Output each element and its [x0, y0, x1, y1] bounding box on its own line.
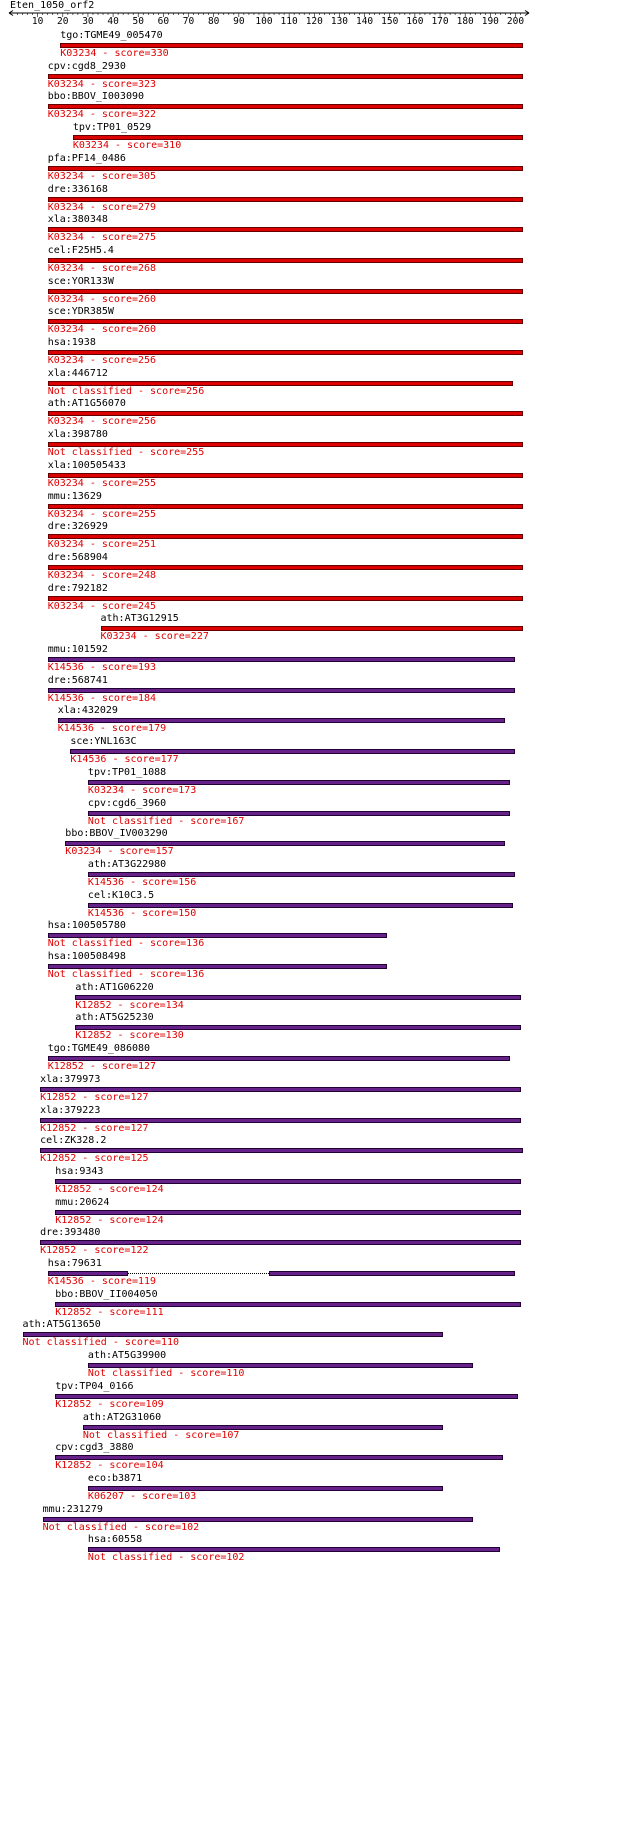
hit-row[interactable]	[0, 91, 620, 122]
hit-score-label[interactable]: K03234 - score=245	[47, 600, 157, 612]
ruler-tick-label: 170	[431, 16, 449, 24]
hit-row[interactable]	[0, 951, 620, 982]
hit-score-label[interactable]: K03234 - score=305	[47, 170, 157, 182]
ruler-tick-label: 190	[481, 16, 499, 24]
hit-row[interactable]	[0, 1534, 620, 1565]
hit-gene-link[interactable]: dre:568904	[47, 551, 108, 563]
ruler-tick-label: 160	[406, 16, 424, 24]
hit-row[interactable]	[0, 1289, 620, 1320]
hit-row[interactable]	[0, 337, 620, 368]
hit-gene-link[interactable]: xla:380348	[47, 214, 108, 226]
hit-row[interactable]	[0, 429, 620, 460]
hit-score-label[interactable]: K03234 - score=260	[47, 293, 157, 305]
hit-row[interactable]	[0, 214, 620, 245]
hit-gene-link[interactable]: sce:YNL163C	[70, 736, 137, 748]
hit-score-label[interactable]: K06207 - score=103	[87, 1490, 197, 1502]
hit-gene-link[interactable]: dre:326929	[47, 521, 108, 533]
hit-row[interactable]	[0, 828, 620, 859]
hit-gene-link[interactable]: mmu:13629	[47, 490, 102, 502]
hit-gene-link[interactable]: hsa:1938	[47, 337, 96, 348]
hit-row[interactable]	[0, 153, 620, 184]
hit-gene-link[interactable]: mmu:20624	[55, 1196, 110, 1208]
hit-score-label[interactable]: K14536 - score=150	[87, 907, 197, 919]
hit-row[interactable]	[0, 276, 620, 307]
hit-row[interactable]	[0, 644, 620, 675]
hit-row[interactable]	[0, 1442, 620, 1473]
hit-score-label[interactable]: Not classified - score=167	[87, 815, 245, 827]
hit-row[interactable]	[0, 61, 620, 92]
hit-score-label[interactable]: K03234 - score=256	[47, 355, 157, 366]
hit-row[interactable]	[0, 1197, 620, 1228]
ruler-tick-label: 10	[31, 16, 44, 24]
hit-score-label[interactable]: K03234 - score=255	[47, 508, 157, 520]
hit-row[interactable]	[0, 552, 620, 583]
hit-gene-link[interactable]: hsa:79631	[47, 1258, 102, 1269]
hit-gene-link[interactable]: hsa:100508498	[47, 951, 126, 962]
hit-score-label[interactable]: K12852 - score=134	[75, 999, 184, 1011]
hit-row[interactable]	[0, 30, 620, 61]
hit-gene-link[interactable]: hsa:9343	[55, 1165, 104, 1177]
hit-row[interactable]	[0, 1412, 620, 1443]
ruler-tick-label: 30	[82, 16, 94, 24]
ruler-tick-label: 60	[157, 16, 170, 24]
hit-row[interactable]	[0, 1381, 620, 1412]
hit-gene-link[interactable]: ath:AT5G13650	[22, 1319, 101, 1331]
hit-score-label[interactable]: Not classified - score=255	[47, 447, 205, 459]
hit-score-label[interactable]: K12852 - score=109	[55, 1398, 164, 1410]
ruler-tick-label: 110	[280, 16, 298, 24]
hit-score-label[interactable]: Not classified - score=102	[87, 1552, 245, 1564]
hit-score-label[interactable]: K03234 - score=248	[47, 569, 157, 581]
hit-score-label[interactable]: K03234 - score=322	[47, 109, 157, 121]
ruler-tick-label: 40	[107, 16, 119, 24]
hit-row[interactable]	[0, 368, 620, 399]
hit-row[interactable]	[0, 1012, 620, 1043]
hit-gene-link[interactable]: xla:100505433	[47, 459, 126, 471]
hit-row[interactable]	[0, 1473, 620, 1504]
hit-row[interactable]	[0, 122, 620, 153]
hit-gene-link[interactable]: dre:568741	[47, 674, 108, 686]
hit-score-label[interactable]: K03234 - score=255	[47, 477, 157, 489]
hit-gene-link[interactable]: ath:AT1G06220	[75, 981, 154, 993]
hit-score-label[interactable]: K12852 - score=127	[47, 1061, 157, 1073]
hit-gap-line	[128, 1273, 269, 1274]
hit-score-label[interactable]: K03234 - score=251	[47, 539, 157, 551]
hit-gene-link[interactable]: xla:446712	[47, 367, 108, 379]
hit-score-label[interactable]: Not classified - score=110	[22, 1337, 180, 1349]
hit-score-label[interactable]: K14536 - score=193	[47, 662, 157, 673]
hit-score-label[interactable]: K12852 - score=130	[75, 1030, 184, 1042]
hit-score-label[interactable]: K12852 - score=125	[40, 1153, 149, 1165]
hit-score-label[interactable]: K03234 - score=173	[87, 784, 197, 796]
hit-gene-link[interactable]: dre:336168	[47, 183, 108, 195]
hit-score-label[interactable]: K14536 - score=179	[57, 723, 167, 735]
hit-gene-link[interactable]: mmu:231279	[42, 1503, 103, 1515]
hit-gene-link[interactable]: hsa:60558	[87, 1534, 143, 1546]
hit-score-label[interactable]: K03234 - score=323	[47, 78, 157, 90]
hit-score-label[interactable]: K12852 - score=127	[40, 1091, 149, 1103]
hit-row[interactable]	[0, 1504, 620, 1535]
hit-gene-link[interactable]: bbo:BBOV_I003090	[47, 91, 145, 103]
hit-score-label[interactable]: K12852 - score=111	[55, 1306, 164, 1318]
hit-gene-link[interactable]: tpv:TP01_1088	[87, 766, 167, 778]
hit-score-label[interactable]: K03234 - score=260	[47, 324, 157, 336]
hit-gene-link[interactable]: pfa:PF14_0486	[47, 152, 126, 164]
hit-row[interactable]	[0, 306, 620, 337]
hit-gene-link[interactable]: ath:AT1G56070	[47, 398, 126, 410]
sequence-title: Eten_1050_orf2	[10, 0, 95, 11]
ruler-tick-label: 70	[182, 16, 195, 24]
ruler-tick-label: 90	[233, 16, 245, 24]
hit-gene-link[interactable]: cpv:cgd3_3880	[55, 1442, 134, 1454]
hit-row[interactable]	[0, 1258, 620, 1289]
hit-gene-link[interactable]: cel:K10C3.5	[87, 889, 155, 901]
hit-row[interactable]	[0, 460, 620, 491]
ruler-tick-label: 130	[330, 16, 349, 24]
hit-gene-link[interactable]: tpv:TP01_0529	[72, 122, 152, 134]
hit-score-label[interactable]: K03234 - score=275	[47, 232, 157, 244]
hit-score-label[interactable]: K03234 - score=330	[60, 48, 169, 59]
hit-score-label[interactable]: Not classified - score=256	[47, 385, 205, 397]
ruler-tick-label: 150	[381, 16, 399, 24]
hit-score-label[interactable]: K03234 - score=268	[47, 262, 157, 274]
hit-row[interactable]	[0, 767, 620, 798]
hit-row[interactable]	[0, 736, 620, 767]
hit-gene-link[interactable]: xla:379973	[40, 1073, 101, 1085]
hit-row[interactable]	[0, 705, 620, 736]
ruler-tick-label: 120	[305, 16, 323, 24]
hit-row[interactable]	[0, 1135, 620, 1166]
hit-score-label[interactable]: K14536 - score=177	[70, 754, 179, 766]
hit-gene-link[interactable]: xla:432029	[57, 705, 118, 717]
hit-score-label[interactable]: K14536 - score=184	[47, 692, 157, 704]
hit-row[interactable]	[0, 920, 620, 951]
hit-score-label[interactable]: Not classified - score=110	[87, 1368, 245, 1380]
hit-gene-link[interactable]: sce:YOR133W	[47, 275, 114, 287]
hit-score-label[interactable]: Not classified - score=107	[82, 1429, 240, 1441]
hit-score-label[interactable]: K12852 - score=124	[55, 1183, 164, 1195]
hit-gene-link[interactable]: tgo:TGME49_005470	[60, 30, 163, 41]
hit-gene-link[interactable]: ath:AT3G22980	[87, 858, 167, 870]
hit-score-label[interactable]: K12852 - score=127	[40, 1122, 149, 1134]
hit-score-label[interactable]: K03234 - score=310	[72, 140, 182, 152]
hit-gene-link[interactable]: tpv:TP04_0166	[55, 1380, 134, 1392]
hit-row[interactable]	[0, 859, 620, 890]
hit-score-label[interactable]: K12852 - score=124	[55, 1214, 164, 1226]
hit-score-label[interactable]: Not classified - score=136	[47, 969, 205, 980]
hit-row[interactable]	[0, 613, 620, 644]
hit-gene-link[interactable]: mmu:101592	[47, 644, 108, 655]
hit-row[interactable]	[0, 890, 620, 921]
hit-row[interactable]	[0, 184, 620, 215]
hit-gene-link[interactable]: ath:AT3G12915	[100, 613, 179, 625]
hit-gene-link[interactable]: sce:YDR385W	[47, 306, 114, 318]
hit-gene-link[interactable]: hsa:100505780	[47, 920, 126, 932]
hit-gene-link[interactable]: bbo:BBOV_IV003290	[65, 828, 168, 840]
hit-row[interactable]	[0, 675, 620, 706]
hit-gene-link[interactable]: xla:379223	[40, 1104, 101, 1116]
hit-row[interactable]	[0, 245, 620, 276]
hit-row[interactable]	[0, 798, 620, 829]
hit-row[interactable]	[0, 521, 620, 552]
ruler-tick-label: 200	[506, 16, 525, 24]
hit-score-label[interactable]: Not classified - score=136	[47, 938, 205, 950]
hit-gene-link[interactable]: cel:ZK328.2	[40, 1135, 107, 1147]
hit-gene-link[interactable]: ath:AT2G31060	[82, 1411, 162, 1423]
hit-row[interactable]	[0, 583, 620, 614]
hit-gene-link[interactable]: dre:393480	[40, 1227, 101, 1239]
hit-gene-link[interactable]: xla:398780	[47, 429, 108, 441]
ruler-tick-label: 180	[456, 16, 474, 24]
hit-score-label[interactable]: K12852 - score=122	[40, 1245, 149, 1257]
hit-score-label[interactable]: K03234 - score=227	[100, 631, 209, 643]
hit-row[interactable]	[0, 982, 620, 1013]
hit-score-label[interactable]: K03234 - score=256	[47, 416, 157, 428]
hit-gene-link[interactable]: cpv:cgd6_3960	[87, 797, 167, 809]
ruler-tick-label: 50	[132, 16, 144, 24]
hit-score-label[interactable]: K14536 - score=156	[87, 876, 197, 888]
hit-row[interactable]	[0, 491, 620, 522]
ruler-tick-label: 140	[355, 16, 374, 24]
hit-score-label[interactable]: K03234 - score=157	[65, 846, 174, 858]
hit-gene-link[interactable]: ath:AT5G25230	[75, 1012, 154, 1024]
hit-gene-link[interactable]: dre:792182	[47, 582, 108, 594]
hit-row[interactable]	[0, 1350, 620, 1381]
hit-row[interactable]	[0, 398, 620, 429]
hit-row[interactable]	[0, 1074, 620, 1105]
hit-row[interactable]	[0, 1105, 620, 1136]
hit-score-label[interactable]: K03234 - score=279	[47, 201, 157, 213]
ruler-tick-label: 80	[207, 16, 220, 24]
hit-gene-link[interactable]: cpv:cgd8_2930	[47, 60, 126, 72]
hit-gene-link[interactable]: bbo:BBOV_II004050	[55, 1288, 158, 1300]
ruler-tick-label: 100	[255, 16, 273, 24]
hit-row[interactable]	[0, 1166, 620, 1197]
ruler-tick-label: 20	[57, 16, 69, 24]
hit-score-label[interactable]: K14536 - score=119	[47, 1276, 157, 1287]
hit-row[interactable]	[0, 1319, 620, 1350]
hit-score-label[interactable]: K12852 - score=104	[55, 1460, 164, 1472]
hit-gene-link[interactable]: ath:AT5G39900	[87, 1350, 167, 1362]
hit-row[interactable]	[0, 1227, 620, 1258]
hit-alignment-bar[interactable]	[269, 1271, 515, 1276]
hit-gene-link[interactable]: eco:b3871	[87, 1472, 143, 1484]
hit-gene-link[interactable]: cel:F25H5.4	[47, 244, 114, 256]
hit-row[interactable]	[0, 1043, 620, 1074]
hit-score-label[interactable]: Not classified - score=102	[42, 1521, 200, 1533]
hit-gene-link[interactable]: tgo:TGME49_086080	[47, 1043, 151, 1055]
